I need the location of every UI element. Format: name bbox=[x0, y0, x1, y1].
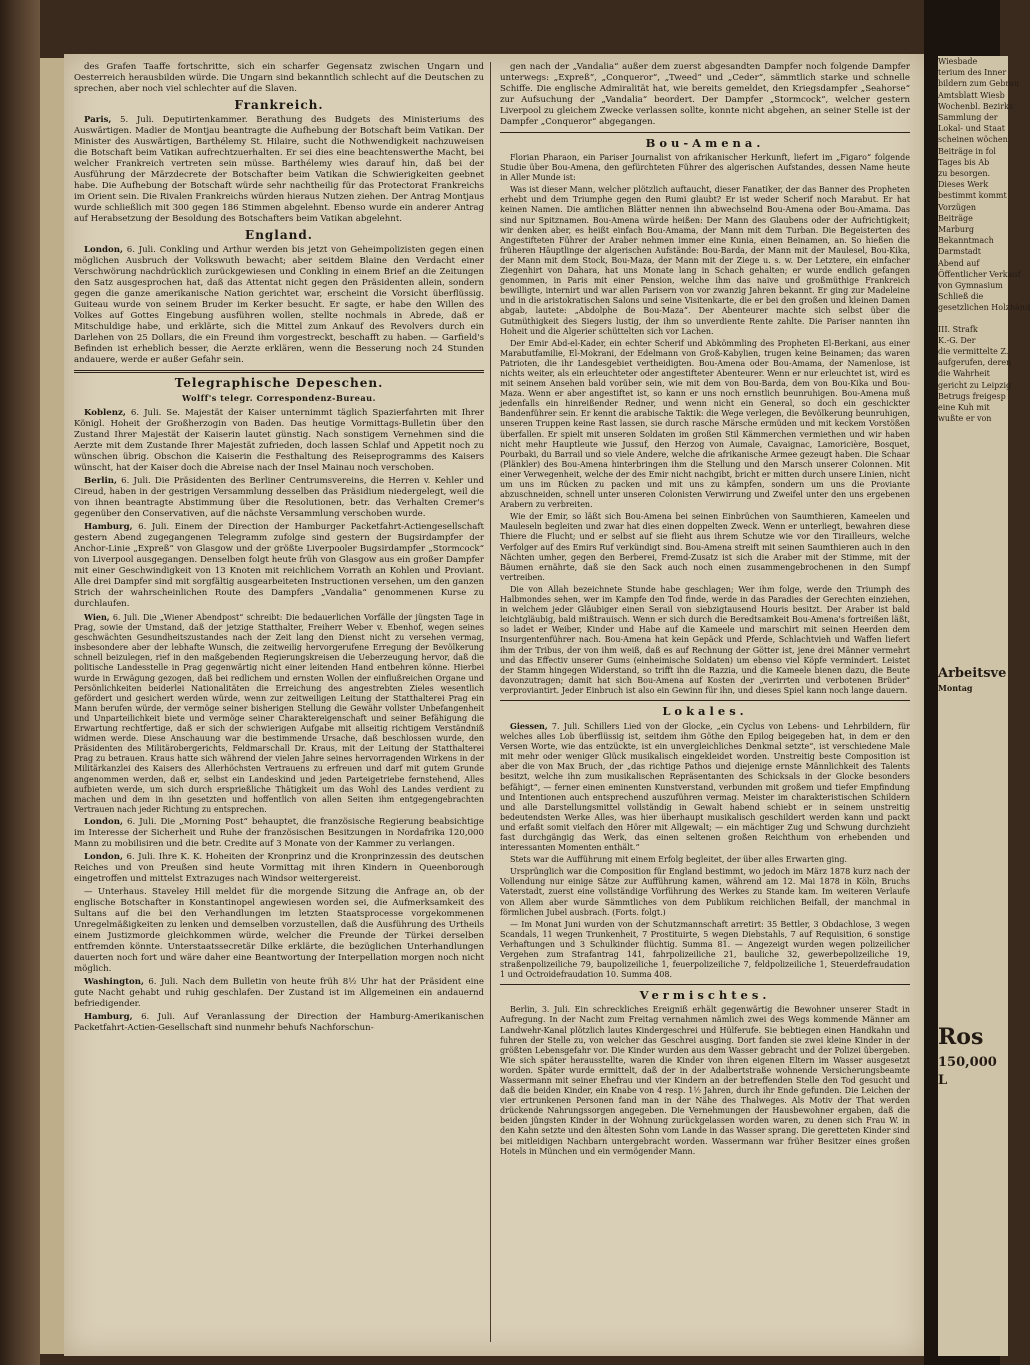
section-rule bbox=[500, 700, 910, 701]
adjacent-line: K.-G. Der bbox=[938, 335, 976, 345]
dispatch-item bbox=[74, 612, 484, 815]
article-text: 6. Juli. Conkling und Arthur werden bis jetzt von Geheimpolizisten gegen einen möglichen Ausbruch der Volkswuth bewacht; aber seitdem Blaine den Verdacht einer Verschwörung nachdrücklich zurückgewiesen und Conkling in einem Brief an die Zeitungen den Satz ausgesprochen hat, daß das Attentat nicht gegen den Präsidenten allein, sondern gegen die ganze amerikanische Nation gerichtet war, erscheint die Vorsicht überflüssig. Guiteau wurde von seinem Bruder im Kerker besucht. Er sagte, er habe den Willen des Volkes auf Gottes Eingebung ausführen wollen, stellte nochmals in Abrede, daß er Mitschuldige habe, und erklärte, sich die Mittel zum Ankauf des Revolvers durch ein Darlehen von 25 Dollars, die ein Freund ihm vorgestreckt, beschafft zu haben. — Garfield's Befinden ist erheblich besser, die Aerzte erklären, wenn die Besserung noch 24 Stunden andauere, werde er außer Gefahr sein. bbox=[74, 245, 484, 365]
adjacent-line: die Wahrheit bbox=[938, 369, 990, 379]
continued-paragraph: gen nach der „Vandalia“ außer dem zuerst abgesandten Dampfer noch folgende Dampfer unterwegs: „Expreß“, „Conqueror“, „Tweed“ und „Ceder“, sämmtlich starke und schnelle Schiffe. Die englische Admiralität hat, wie bereits gemeldet, den Kriegsdampfer „Seahorse“ zur Aufsuchung der „Vandalia“ beordert. Der Dampfer „Stormcock“, welcher gestern Liverpool zu gleichem Zwecke verlassen sollte, konnte nicht abgehen, an seiner Stelle ist der Dampfer „Conqueror“ abgegangen. bbox=[500, 62, 910, 127]
adjacent-ad-amount: 150,000 L bbox=[938, 1054, 997, 1088]
adjacent-line: Vorzügen bbox=[938, 202, 977, 212]
dateline-place: London, bbox=[84, 245, 124, 255]
adjacent-line: Betrugs freigesp bbox=[938, 391, 1006, 401]
adjacent-line: gericht zu Leipzig bbox=[938, 380, 1012, 390]
section-title-bou-amena: Bou-Amena. bbox=[645, 136, 765, 150]
section-title-lokales: Lokales. bbox=[662, 703, 748, 718]
adjacent-line: Tages bis Ab bbox=[938, 157, 990, 167]
adjacent-line: Abend auf bbox=[938, 258, 980, 268]
dispatch-text: 6. Juli. Se. Majestät der Kaiser unternimmt täglich Spazierfahrten mit Ihrer Königl. Hoheit der Großherzogin von Baden. Das heutige Vormittags-Bulletin über den Zustand Ihrer Majestät der Kaiserin lautet günstig. Nach sonstigem Vernehmen sind die Aerzte mit dem Zustande Ihrer Majestät zufrieden, doch lassen Schlaf und Appetit noch zu wünschen übrig. Obschon die Kaiserin die Festhaltung des Reiseprogramms des Kaisers wünscht, hat der Kaiser doch die Abreise nach der Insel Mainau noch verschoben. bbox=[74, 408, 484, 473]
newspaper-page bbox=[64, 54, 924, 1356]
section-rule bbox=[500, 984, 910, 985]
article-text: 5. Juli. Deputirtenkammer. Berathung des Budgets des Ministeriums des Auswärtigen. Madier de Montjau beantragte die Aufhebung der Botschaft beim Vatikan. Der Minister des Auswärtigen, Barthélemy St. Hilaire, sucht die Nothwendigkeit nachzuweisen die Botschaft beim Vatikan aufrechtzuerhalten. Er sei dies eine beachtenswerthe Macht, bei welcher Frankreich vertreten sein müsse. Barthélemy wies darauf hin, daß bei der Ausführung der Märzdecrete der Botschafter beim Vatikan die Schwierigkeiten geebnet habe. Die Aufhebung der Botschaft würde sehr nachtheilig für das Protectorat Frankreichs im Orient sein. Die Rivalen Frankreichs würden hieraus Nutzen ziehen. Der Antrag Montjaus wurde schließlich mit 300 gegen 186 Stimmen abgelehnt. Ebenso wurde ein anderer Antrag auf Herabsetzung der Besoldung des Botschafters beim Vatikan abgelehnt. bbox=[74, 115, 484, 224]
section-rule bbox=[74, 370, 484, 373]
book-binding-left bbox=[0, 0, 40, 1365]
adjacent-line: von Gymnasium bbox=[938, 281, 1003, 291]
intro-paragraph: des Grafen Taaffe fortschritte, sich ein scharfer Gegensatz zwischen Ungarn und Oesterreich herausbilden würde. Die Ungarn sind bekanntlich schlecht auf die Deutschen zu sprechen, aber noch viel schlechter auf die Slaven. bbox=[74, 62, 484, 94]
dateline-place: Berlin, bbox=[84, 476, 118, 486]
dispatch-text: — Unterhaus. Staveley Hill meldet für die morgende Sitzung die Anfrage an, ob der englische Botschafter in Konstantinopel angewiesen worden sei, die Aufmerksamkeit des Sultans auf die bei den Verhandlungen im letzten Staatsprocesse vorgekommenen Unregelmäßigkeiten zu lenken und demselben vorzustellen, daß die Ausführung des Urtheils einem Justizmorde gleichkommen würde, welcher die Freunde der Türkei derselben entfremden könnte. Unterstaatssecretär Dilke erklärte, die bezüglichen Unterhandlungen dauerten noch fort und wäre daher eine Beantwortung der Interpellation morgen noch nicht möglich. bbox=[74, 886, 484, 974]
dateline-place: Koblenz, bbox=[84, 408, 126, 418]
dispatch-text: 6. Juli. Die „Wiener Abendpost“ schreibt: Die bedauerlichen Vorfälle der jüngsten Tage in Prag, sowie der Umstand, daß der jetzige Statthalter, Freiherr Weber v. Ebenhof, wegen seines geschwächten Gesundheitszustandes nach der Zeit lang den Dienst nicht zu versehen vermag, insbesondere aber der lebhafte Wunsch, die zeitweilig hervorgerufene Erregung der Bevölkerung schnell beizulegen, rief in den maßgebenden Regierungskreisen die Ueberzeugung hervor, daß die politische Landesstelle in Prag gegenwärtig nicht einer leitenden Hand entbehren könne. Hierbei wurde in Erwägung gezogen, daß bei redlichem und ernsten Wollen der einflußreichen Organe und Persönlichkeiten beiderlei Nationalitäten die Erreichung des angestrebten Zieles wesentlich gefördert und gesichert werden würde, wenn zur zeitweiligen Leitung der Statthalterei Prag ein Mann berufen würde, der vermöge seiner bisherigen Stellung die Gewähr vollster Unbefangenheit und Unparteilichkeit biete und vermöge seiner Charaktereigenschaft und seiner Befähigung die Erwartung rechtfertige, daß er sich der schwierigen Aufgabe mit allseitig richtigem Verständniß widmen werde. Diese Anschauung war die bestimmende Ursache, daß beschlossen wurde, den Präsidenten des Militärobergerichts, Feldmarschall Dr. Kraus, mit der Leitung der Statthalterei Prag zu betrauen. Kraus hatte sich während der vielen Jahre seines hervorragenden Wirkens in der Militärkanzlei des Kaisers des Allerhöchsten Vertrauens zu erfreuen und darf mit gutem Grunde angenommen werden, daß er, selbst ein Landeskind und jeden Parteigetriebe fernstehend, Alles aufbieten werde, um sich durch ersprießliche Thätigkeit um das Wohl des Landes verdient zu machen und dem in ihn gesetzten und hoffentlich von allen Seiten ihm entgegengebrachten Vertrauen nach jeder Richtung zu entsprechen. bbox=[74, 613, 485, 814]
column-divider bbox=[490, 62, 491, 1342]
article-paris bbox=[74, 115, 484, 225]
dispatch-item bbox=[74, 1012, 484, 1034]
adjacent-heading: Arbeitsve bbox=[938, 665, 1007, 681]
feuilleton-paragraph: Die von Allah bezeichnete Stunde habe geschlagen; Wer ihm folge, werde den Triumph des Halbmondes sehen, wer im Kampfe den Tod finde, werde in das Paradies der Gerechten einziehen, in welchem jeder Gläubiger einen Serail von siebzigtausend Houris besitzt. Der Araber ist bald leichtgläubig, bald mißtrauisch. Wenn er sich durch die Beredtsamkeit Bou-Amena's fortreißen läßt, so ladet er Weiber, Kinder und Habe auf die Kameele und marschirt mit seinen Heerden dem Insurgentenführer nach. Bou-Amena hat kein Gepäck und Pferde, Schlachtvieh und Waffen liefert ihm der Tribus, der von ihm weiß, daß es auf Rechnung der Götter ist, jene drei Männer vermehrt und das Effectiv unserer Gums (einheimische Soldaten) um ebenso viel Köpfe vermindert. Leistet der Stamm hingegen Widerstand, so trifft ihn die Razzia, und die Kameele bienen dazu, die Beute davonzutragen; damit hat sich Bou-Amena auf Kosten der „verirrten und verbotenen Brüder“ verproviantirt. Jeder Einbruch ist also ein Gewinn für ihn, und dieses Spiel kann noch lange dauern. bbox=[500, 584, 910, 695]
section-subtitle-wolff: Wolff's telegr. Correspondenz-Bureau. bbox=[182, 393, 376, 403]
adjacent-line: zu besorgen. bbox=[938, 169, 991, 179]
feuilleton-paragraph: Der Emir Abd-el-Kader, ein echter Scherif und Abkömmling des Propheten El-Berkani, aus einer Marabutfamilie, El-Mokrani, der Edelmann von Groß-Kabylien, trugen keine Beinamen; das waren Patrioten, die ihr Landesgebiet vertheidigten. Bou-Amena oder Bou-Amama, der Namenlose, ist nichts weiter, als ein erleuchteter oder angestifteter Abenteurer. Wenn er nur erleuchtet ist, wird es mit seinem Ansehen bald vorüber sein, wie mit dem von Bou-Barda, dem von Bou-Kika und Bou-Maza. Wenn er aber angestiftet ist, so kann er uns noch ernstlich beunruhigen. Bou-Amena muß jedenfalls ein hinreißender Redner, und wenn nicht ein General, so doch ein geschickter Bandenführer sein. Er kennt die arabische Taktik: die Wege verlegen, die Bevölkerung beunruhigen, unseren Truppen keine Rast lassen, sie durch rasche Märsche ermüden und mit keckem Vorstößen überfallen. Er spielt mit unseren Soldaten im großen Stil Kämmerchen vermiethen und wir haben nicht mehr Hauptleute wie Jussuf, den Herzog von Aumale, Cavaignac, Lamoricière, Bosquet, Pourbaki, du Barrail und so viele Andere, welche die afrikanische Armee gezeugt haben. Die Schaar (Plänkler) des Bou-Amena hinterbringen ihm die Stellung und den Marsch unserer Colonnen. Mit einer Verwegenheit, welche der des Emir nicht nachgibt, bricht er mitten durch unsere Linien, nicht um uns im Rücken zu packen und mit uns zu kämpfen, sondern um uns die Proviante abzuschneiden, schnell unter unseren Colonisten Verwirrung und Zweifel unter den uns ergebenen Arabern zu verbreiten. bbox=[500, 338, 910, 510]
local-paragraph: Ursprünglich war die Composition für England bestimmt, wo jedoch im März 1878 kurz nach der Vollendung nur einige Sätze zur Aufführung kamen, während am 12. Mai 1878 in Köln, Bruchs Vaterstadt, zuerst eine vollständige Vorführung des Werkes zu Stande kam. Im weiteren Verlaufe von Allem aber wurde Sämmtliches von dem Publikum reichlichen Beifall, der manchmal in förmlichen Jubel ausbrach. (Forts. folgt.) bbox=[500, 867, 910, 917]
adjacent-line: Sammlung der bbox=[938, 113, 998, 123]
adjacent-subheading: Montag bbox=[938, 682, 973, 693]
section-title-telegraphic: Telegraphische Depeschen. bbox=[174, 376, 384, 390]
dispatch-item bbox=[74, 817, 484, 850]
adjacent-line: Beiträge bbox=[938, 213, 973, 223]
local-paragraph bbox=[500, 721, 910, 853]
adjacent-line: bestimmt kommt bbox=[938, 191, 1007, 201]
dateline-place: Giessen, bbox=[510, 720, 548, 731]
adjacent-line: eine Kuh mit bbox=[938, 403, 990, 413]
adjacent-line: Wochenbl. Bezirks bbox=[938, 101, 1013, 111]
adjacent-page-strip bbox=[924, 0, 1030, 1365]
adjacent-line: gesetzlichen Holzhänd bbox=[938, 303, 1030, 313]
section-title-frankreich: Frankreich. bbox=[234, 98, 324, 112]
feuilleton-paragraph: Was ist dieser Mann, welcher plötzlich auftaucht, dieser Fanatiker, der das Banner des Propheten erhebt und dem Triumphe gegen den Rumi glaubt? Er ist weder Scherif noch Marabut. Er hat keinen Namen. Die amtlichen Blätter nennen ihn abwechselnd Bou-Amena oder Bou-Amama. Das sind nur Spitznamen. Bou-Amena würde heißen: Der Mann des Glaubens oder der Aufrichtigkeit; wir denken aber, es heißt einfach Bou-Amama, der Mann mit dem Turban. Die Begeisterten des Angestifteten Führer der Araber nehmen immer eine Kunia, einen Beinamen, an. So hießen die früheren Häuptlinge der algerischen Aufstände: Bou-Barda, der Mann mit der Maulesel, Bou-Kika, der Mann mit dem Stock, Bou-Maza, der Mann mit der Ziege u. s. w. Der Letztere, ein einfacher Ziegenhirt von Dahara, hat uns Monate lang in Schach gehalten; er wurde endlich gefangen genommen, in Paris mit einer Pension, welche ihm das naive und großmüthige Frankreich bewilligte, internirt und war allen Parisern von vor zwanzig Jahren bekannt. Er ging zur Madeleine und in die aristokratischen Salons und seine Visitenkarte, die er bei den großen und kleinen Damen abgab, lautete: „Abdolphe de Bou-Maza“. Der Abenteurer machte sich selbst über die Gutmüthigkeit des Siegers lustig, der ihm so unverdiente Rente zahlte. Die Pariser nannten ihn Hoheit und die Algerier schüttelten sich vor Lachen. bbox=[500, 185, 910, 336]
dateline-place: Paris, bbox=[84, 115, 112, 125]
adjacent-line: Dieses Werk bbox=[938, 180, 989, 190]
feuilleton-paragraph: Wie der Emir, so läßt sich Bou-Amena bei seinen Einbrüchen von Saumthieren, Kameelen und Mauleseln begleiten und zwar hat dies einen doppelten Zweck. Wenn er unterliegt, bewahren diese Thiere die Flucht; und er selbst auf sie flieht aus ihrem Schutze wie vor den Tirailleurs, welche Verfolger auf des Emirs Ruf verkündigt sind. Bou-Amena streift mit seinen Saumthieren auch in den Nächten umher, gegen den Berberei, Fremd-Zusatz ist sich die Araber mit der Stimme, mit der Bäumen ernährte, daß sie den Sack auch noch einen zusammengebrochenen in den Sumpf vertreiben. bbox=[500, 512, 910, 582]
dateline-place: Hamburg, bbox=[84, 522, 133, 532]
article-london bbox=[74, 245, 484, 366]
adjacent-line: aufgerufen, deren bbox=[938, 358, 1012, 368]
left-column bbox=[74, 62, 484, 1036]
section-title-vermischtes: Vermischtes. bbox=[639, 988, 771, 1003]
adjacent-line: scheinen wöchen bbox=[938, 135, 1008, 145]
adjacent-line: Darmstadt bbox=[938, 247, 982, 257]
adjacent-line: Öffentlicher Verkauf bbox=[938, 269, 1021, 279]
adjacent-line: Beiträge in fol bbox=[938, 146, 996, 156]
local-paragraph: — Im Monat Juni wurden von der Schutzmannschaft arretirt: 35 Bettler, 3 Obdachlose, 3 wegen Scandals, 11 wegen Trunkenheit, 7 Prostituirte, 5 wegen Diebstahls, 7 auf Requisition, 6 sonstige Verhaftungen und 3 Schulkinder flüchtig. Summa 81. — Angezeigt wurden wegen polizeilicher Vergehen zum Strafantrag 141, fahrpolizeiliche 21, bauliche 32, gewerbepolizeiliche 19, straßenpolizeiliche 79, baupolizeiliche 1, feuerpolizeiliche 7, feldpolizeiliche 1, Steuerdefraudation 1 und Octroidefraudation 10. Summa 408. bbox=[500, 919, 910, 980]
dispatch-text: 6. Juli. Ihre K. K. Hoheiten der Kronprinz und die Kronprinzessin des deutschen Reiches und von Preußen sind heute Vormittag mit ihren Kindern in Queenborough eingetroffen und mittelst Extrazuges nach Windsor weitergereist. bbox=[74, 851, 485, 884]
dispatch-text: 6. Juli. Die „Morning Post“ behauptet, die französische Regierung beabsichtige im Interesse der Sicherheit und Ruhe der französischen Besitzungen in Nordafrika 120,000 Mann zu mobilisiren und die betr. Credite auf 3 Monate von der Kammer zu verlangen. bbox=[74, 816, 484, 849]
adjacent-line: Amtsblatt Wiesb bbox=[938, 90, 1005, 100]
adjacent-line: Wiesbade bbox=[938, 57, 978, 66]
dateline-place: Wien, bbox=[84, 612, 110, 622]
section-title-england: England. bbox=[245, 228, 313, 242]
dispatch-item bbox=[74, 408, 484, 474]
binding-strip bbox=[40, 58, 65, 1354]
dispatch-item bbox=[74, 852, 484, 885]
adjacent-line: wußte er von bbox=[938, 414, 992, 424]
local-text: 7. Juli. Schillers Lied von der Glocke, „ein Cyclus von Lebens- und Lehrbildern, für welches alles Lob überflüssig ist, seitdem ihm Göthe den Epilog beigegeben hat, in dem er den Versen Worte, wie das entzückte, ist ein unvergleichliches Denkmal setzte“, ist verschiedene Male mit mehr oder weniger Glück musikalisch eingekleidet worden. Unstreitig beste Composition ist aber die von Max Bruch, der „das richtige Pathos und diejenige ernste Männlichkeit des Talents besitzt, welche ihn zum musikalischen Repräsentanten des Schicksals in der Glocke besonders befähigt“, — ferner einen eminenten Kunstverstand, verbunden mit großem und tiefer Empfindung und Intentionen auch entsprechend auszuführen vermag. Meister im charakteristischen Schildern und alle Darstellungsmittel vollständig in Gewalt habend schiebt er in seinem unstreitig bedeutendsten Werke Alles, was hier überhaupt musikalisch geschildert werden kann und packt und erfaßt somit vielfach den Hörer mit Allgewalt; — ein mächtiger Zug und Schwung durchzieht fast durchgängig das Werk, das einen seltenen großen Reichthum von erhebenden und interessanten Momenten enthält.“ bbox=[500, 721, 911, 853]
dateline-place: London, bbox=[84, 851, 124, 862]
local-paragraph: Stets war die Aufführung mit einem Erfolg begleitet, der über alles Erwarten ging. bbox=[510, 855, 848, 865]
adjacent-line: terium des Inner bbox=[938, 68, 1007, 78]
adjacent-line: Lokal- und Staat bbox=[938, 124, 1005, 134]
adjacent-page bbox=[938, 56, 1030, 1356]
adjacent-ad-heading: Ros bbox=[938, 1023, 984, 1050]
adjacent-line: III. Strafk bbox=[938, 324, 978, 334]
dispatch-item bbox=[74, 887, 484, 975]
dispatch-text: 6. Juli. Nach dem Bulletin von heute früh 8½ Uhr hat der Präsident eine gute Nacht gehabt und ruhig geschlafen. Der Zustand ist im Allgemeinen ein andauernd befriedigender. bbox=[74, 976, 484, 1009]
dateline-place: Washington, bbox=[84, 976, 145, 987]
dateline-place: Hamburg, bbox=[84, 1011, 133, 1022]
miscellaneous-paragraph: Berlin, 3. Juli. Ein schreckliches Ereigniß erhält gegenwärtig die Bewohner unserer Stadt in Aufregung. In der Nacht zum Freitag vernahmen nämlich zwei des Wegs kommende Männer am Landwehr-Kanal plötzlich lautes Kindergeschrei und Hülferufe. Sie bebtiegen einen Handkahn und fuhren der Stelle zu, von welcher das Geschrei ausging. Dort fanden sie zwei kleine Kinder in der größten Lebensgefahr vor. Die Kinder wurden aus dem Wasser gebracht und der Polizei übergeben. Wie sich später herausstellte, waren die Kinder von ihren eigenen Eltern im Wasser ausgesetzt worden. Später wurde ermittelt, daß der in der Adalbertstraße wohnende Versicherungsbeamte Wassermann mit seiner Ehefrau und vier Kindern an der betreffenden Stelle den Tod gesucht und daß die beiden Kinder, ein Knabe von 4 resp. 1½ Jahren, durch ihr Ende gefunden. Die Leichen der vier ertrunkenen Personen fand man in der Nähe des Thalweges. Als Motiv der That werden drückende Nahrungssorgen angegeben. Die Vernehmungen der Hausbewohner ergaben, daß die beiden jüngsten Kinder in der Wohnung zurückgelassen worden waren, zu denen sich Frau W. in den Kahn setzte und den ältesten Sohn vom Lande in das Wasser sprang. Die geretteten Kinder sind bei mitleidigen Nachbarn untergebracht worden. Wassermann war früher Besitzer eines großen Hotels in München und ein vermögender Mann. bbox=[500, 1005, 910, 1156]
dateline-place: London, bbox=[84, 816, 124, 827]
dispatch-item bbox=[74, 522, 484, 610]
adjacent-line: Marburg bbox=[938, 225, 975, 235]
adjacent-line: Schließ die bbox=[938, 292, 984, 302]
right-column bbox=[500, 62, 910, 1159]
feuilleton-paragraph: Florian Pharaon, ein Pariser Journalist von afrikanischer Herkunft, liefert im „Figaro“ folgende Studie über Bou-Amena, den gefürchteten Führer des algerischen Aufstandes, dessen Name heute in Aller Munde ist: bbox=[500, 153, 910, 183]
dispatch-text: 6. Juli. Auf Veranlassung der Direction der Hamburg-Amerikanischen Packetfahrt-Actien-Gesellschaft sind nunmehr behufs Nachforschun- bbox=[74, 1011, 484, 1033]
dispatch-item bbox=[74, 476, 484, 520]
dispatch-item bbox=[74, 977, 484, 1010]
adjacent-line: bildern zum Gebrau bbox=[938, 79, 1020, 89]
adjacent-line: Bekanntmach bbox=[938, 236, 994, 246]
section-rule bbox=[500, 132, 910, 133]
dispatch-text: 6. Juli. Die Präsidenten des Berliner Centrumsvereins, die Herren v. Kehler und Cireud, haben in der gestrigen Versammlung desselben das Präsidium niedergelegt, weil die von ihnen beantragte Abstimmung über die Resolutionen, betr. das Verhalten Cremer's gegenüber den Conservativen, auf die nächste Versammlung verschoben wurde. bbox=[74, 476, 484, 519]
dispatch-text: 6. Juli. Einem der Direction der Hamburger Packetfahrt-Actiengesellschaft gestern Abend zugegangenen Telegramm zufolge sind gestern der Bugsirdampfer der Anchor-Linie „Expreß“ von Glasgow und der größte Liverpooler Bugsirdampfer „Stormcock“ von Liverpool ausgegangen. Denselben folgt heute früh von Glasgow aus ein großer Dampfer mit einer Geschwindigkeit von 13 Knoten mit reichlichem Vorrath an Kohlen und Proviant. Alle drei Dampfer sind mit sorgfältig ausgearbeiteten Instructionen versehen, um den ganzen Strich der wahrscheinlichen Route des Dampfers „Vandalia“ genommenen Kurse zu durchlaufen. bbox=[74, 522, 484, 609]
adjacent-line: die vermittelte Z. bbox=[938, 347, 1009, 357]
